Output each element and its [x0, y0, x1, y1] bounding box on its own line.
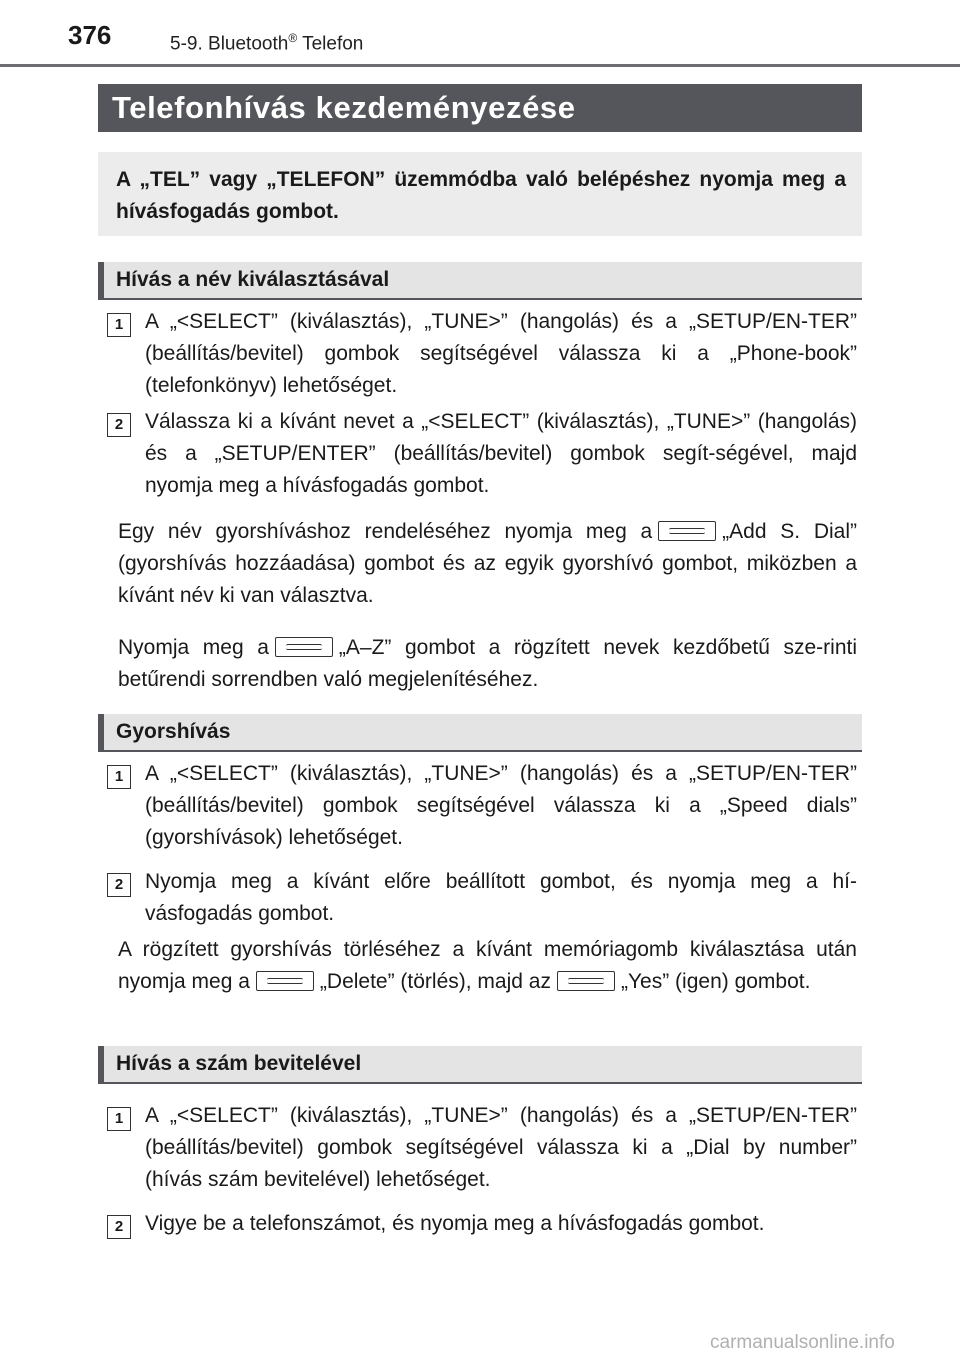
page-header [0, 0, 960, 70]
soft-button-icon [658, 521, 716, 541]
note-text-before: A rögzített gyorshívás törléséhez a kívánt memóriagomb kiválasztása után nyomja meg a [118, 938, 857, 993]
chapter-prefix: 5-9. Bluetooth [170, 33, 289, 55]
header-divider [0, 64, 960, 67]
step-number-badge: 2 [107, 1215, 131, 1239]
step-number-badge: 2 [107, 873, 131, 897]
section-heading-label: Hívás a szám bevitelével [116, 1052, 362, 1075]
step-text: A „<SELECT” (kiválasztás), „TUNE>” (hangolás) és a „SETUP/EN-TER” (beállítás/bevitel) gombok segítségével válassza ki a „Speed dials” (gyorshívások) lehetőséget. [145, 762, 857, 849]
step-text: A „<SELECT” (kiválasztás), „TUNE>” (hangolás) és a „SETUP/EN-TER” (beállítás/bevitel) gombok segítségével válassza ki a „Dial by number” (hívás szám bevitelével) lehetőséget. [145, 1104, 857, 1191]
intro-box [98, 152, 862, 236]
soft-button-icon [557, 971, 615, 991]
step-number-badge: 1 [107, 1107, 131, 1131]
watermark: carmanualsonline.info [710, 1332, 895, 1353]
chapter-suffix: Telefon [297, 33, 364, 55]
section-heading-dial-number [98, 1046, 862, 1084]
note-text-after: „Yes” (igen) gombot. [620, 970, 811, 993]
step-number-badge: 1 [107, 765, 131, 789]
page-title: Telefonhívás kezdeményezése [112, 90, 576, 125]
registered-mark: ® [288, 31, 298, 45]
note-paragraph [118, 516, 857, 612]
step-text: A „<SELECT” (kiválasztás), „TUNE>” (hangolás) és a „SETUP/EN-TER” (beállítás/bevitel) gombok segítségével válassza ki a „Phone-book” (telefonkönyv) lehetőséget. [145, 310, 857, 397]
step-text: Vigye be a telefonszámot, és nyomja meg a hívásfogadás gombot. [145, 1212, 765, 1235]
note-text-after: „Add S. Dial” (gyorshívás hozzáadása) gombot és az egyik gyorshívó gombot, miközben a kívánt név ki van választva. [118, 520, 857, 607]
note-text-before: Egy név gyorshíváshoz rendeléséhez nyomja meg a [118, 520, 653, 543]
step-number-badge: 2 [107, 413, 131, 437]
note-text-before: Nyomja meg a [118, 636, 269, 659]
page-number: 376 [68, 20, 112, 50]
page-title-bar [98, 84, 862, 132]
step-text: Nyomja meg a kívánt előre beállított gombot, és nyomja meg a hí-vásfogadás gombot. [145, 870, 857, 925]
section-heading-label: Gyorshívás [116, 720, 231, 743]
step-number-badge: 1 [107, 313, 131, 337]
section-heading-name-select [98, 262, 862, 300]
section-heading-speed-dial [98, 714, 862, 752]
note-text-after: „A–Z” gombot a rögzített nevek kezdőbetű sze-rinti betűrendi sorrendben való megjelenítéséhez. [118, 636, 857, 691]
soft-button-icon [256, 971, 314, 991]
chapter-title [170, 31, 363, 55]
note-text-middle: „Delete” (törlés), majd az [319, 970, 551, 993]
step-text: Válassza ki a kívánt nevet a „<SELECT” (kiválasztás), „TUNE>” (hangolás) és a „SETUP/ENTER” (beállítás/bevitel) gombok segít-ségével, majd nyomja meg a hívásfogadás gombot. [145, 410, 857, 497]
note-paragraph [118, 632, 857, 696]
section-heading-label: Hívás a név kiválasztásával [116, 268, 390, 291]
intro-text: A „TEL” vagy „TELEFON” üzemmódba való belépéshez nyomja meg a hívásfogadás gombot. [116, 168, 846, 223]
note-paragraph [118, 934, 857, 998]
soft-button-icon [275, 637, 333, 657]
